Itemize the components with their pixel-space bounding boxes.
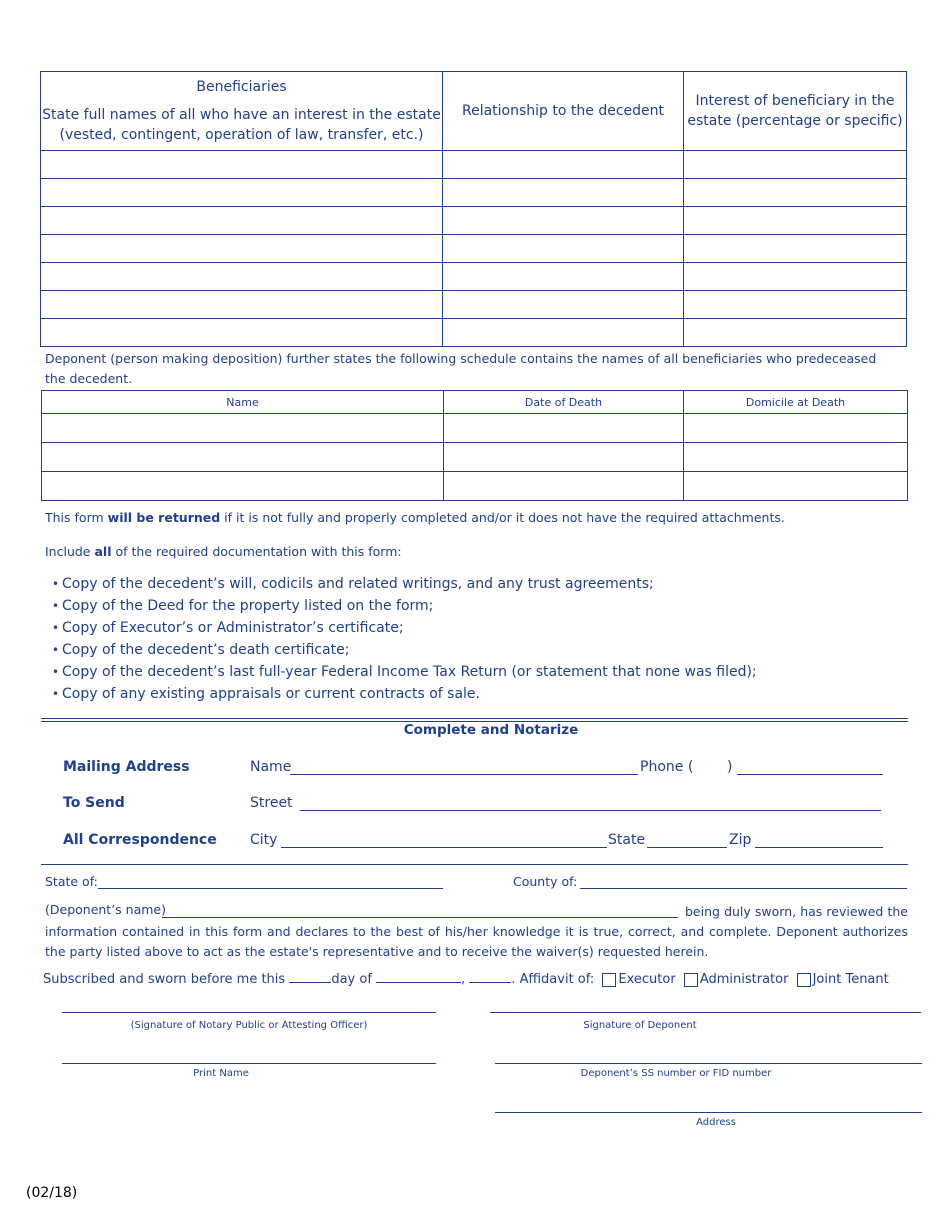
sworn-line: Subscribed and sworn before me this day of , . Affidavit of: Executor Administrator Joint Tenant <box>43 972 889 987</box>
zip-label: Zip <box>729 832 752 848</box>
table-row <box>41 207 907 235</box>
county-of-label: County of: <box>513 874 578 889</box>
deponent-signature-caption: Signature of Deponent <box>583 1020 697 1031</box>
notary-signature-caption: (Signature of Notary Public or Attesting Officer) <box>130 1020 368 1031</box>
returned-notice: This form will be returned if it is not fully and properly completed and/or it does not have the required attachments. <box>45 510 785 525</box>
deponent-signature-line[interactable] <box>490 1012 921 1013</box>
beneficiaries-desc: State full names of all who have an interest in the estate (vested, contingent, operation of law, transfer, etc.) <box>42 107 441 143</box>
print-name-line[interactable] <box>62 1063 436 1064</box>
list-item: • Copy of Executor’s or Administrator’s certificate; <box>52 617 757 639</box>
table-row <box>42 414 908 443</box>
table-row <box>41 235 907 263</box>
print-name-caption: Print Name <box>193 1068 249 1079</box>
table-row <box>42 472 908 501</box>
list-item: • Copy of the Deed for the property listed on the form; <box>52 595 757 617</box>
city-field[interactable] <box>281 831 607 848</box>
beneficiaries-header <box>41 72 443 151</box>
interest-header: Interest of beneficiary in the estate (percentage or specific) <box>684 72 907 151</box>
deponent-name-label: (Deponent’s name) <box>45 902 166 917</box>
state-label: State <box>608 832 646 848</box>
include-notice: Include all of the required documentation with this form: <box>45 544 402 559</box>
mailing-label: Mailing Address <box>63 759 190 775</box>
table-row <box>41 319 907 347</box>
list-item: • Copy of the decedent’s death certificate; <box>52 639 757 661</box>
divider <box>41 864 908 865</box>
list-item: • Copy of the decedent’s last full-year Federal Income Tax Return (or statement that none was filed); <box>52 661 757 683</box>
state-field[interactable] <box>647 831 727 848</box>
table-row <box>42 443 908 472</box>
domicile-header: Domicile at Death <box>684 391 908 414</box>
required-docs-list <box>52 573 757 705</box>
table-row <box>41 291 907 319</box>
form-version: (02/18) <box>26 1185 78 1201</box>
correspondence-label: All Correspondence <box>63 832 217 848</box>
month-field[interactable] <box>376 970 461 983</box>
phone-field[interactable] <box>737 758 883 775</box>
name-field[interactable] <box>290 758 638 775</box>
executor-checkbox[interactable] <box>602 973 616 987</box>
list-item: • Copy of the decedent’s will, codicils and related writings, and any trust agreements; <box>52 573 757 595</box>
beneficiaries-title: Beneficiaries <box>196 79 287 95</box>
name-header: Name <box>42 391 444 414</box>
predeceased-intro: Deponent (person making deposition) further states the following schedule contains the names of all beneficiaries who predeceased the decedent. <box>45 351 877 386</box>
joint-tenant-checkbox[interactable] <box>797 973 811 987</box>
beneficiaries-table <box>40 71 907 347</box>
day-field[interactable] <box>289 970 331 983</box>
street-label: Street <box>250 795 293 811</box>
administrator-checkbox[interactable] <box>684 973 698 987</box>
street-field[interactable] <box>300 794 881 811</box>
state-of-field[interactable] <box>98 873 443 889</box>
divider <box>41 718 908 719</box>
name-label: Name <box>250 759 292 775</box>
relationship-header: Relationship to the decedent <box>443 72 684 151</box>
notary-signature-line[interactable] <box>62 1012 436 1013</box>
ssn-line[interactable] <box>495 1063 922 1064</box>
county-of-field[interactable] <box>580 873 907 889</box>
address-line[interactable] <box>495 1112 922 1113</box>
address-caption: Address <box>696 1117 736 1128</box>
state-of-label: State of: <box>45 874 98 889</box>
predeceased-table <box>41 390 908 501</box>
table-row <box>41 151 907 179</box>
year-field[interactable] <box>469 970 511 983</box>
ssn-caption: Deponent’s SS number or FID number <box>580 1068 772 1079</box>
phone-close-paren: ) <box>727 759 733 775</box>
table-row <box>41 179 907 207</box>
phone-label: Phone ( <box>640 759 694 775</box>
to-send-label: To Send <box>63 795 125 811</box>
date-of-death-header: Date of Death <box>444 391 684 414</box>
zip-field[interactable] <box>755 831 883 848</box>
oath-text: being duly sworn, has reviewed the information contained in this form and declares to the best of his/her knowledge it is true, correct, and complete. Deponent authorizes the party listed above to act as the estate's representative and to receive the waiver(s) requested herein. <box>45 904 908 959</box>
city-label: City <box>250 832 278 848</box>
notarize-heading: Complete and Notarize <box>403 722 579 738</box>
table-row <box>41 263 907 291</box>
list-item: • Copy of any existing appraisals or current contracts of sale. <box>52 683 757 705</box>
